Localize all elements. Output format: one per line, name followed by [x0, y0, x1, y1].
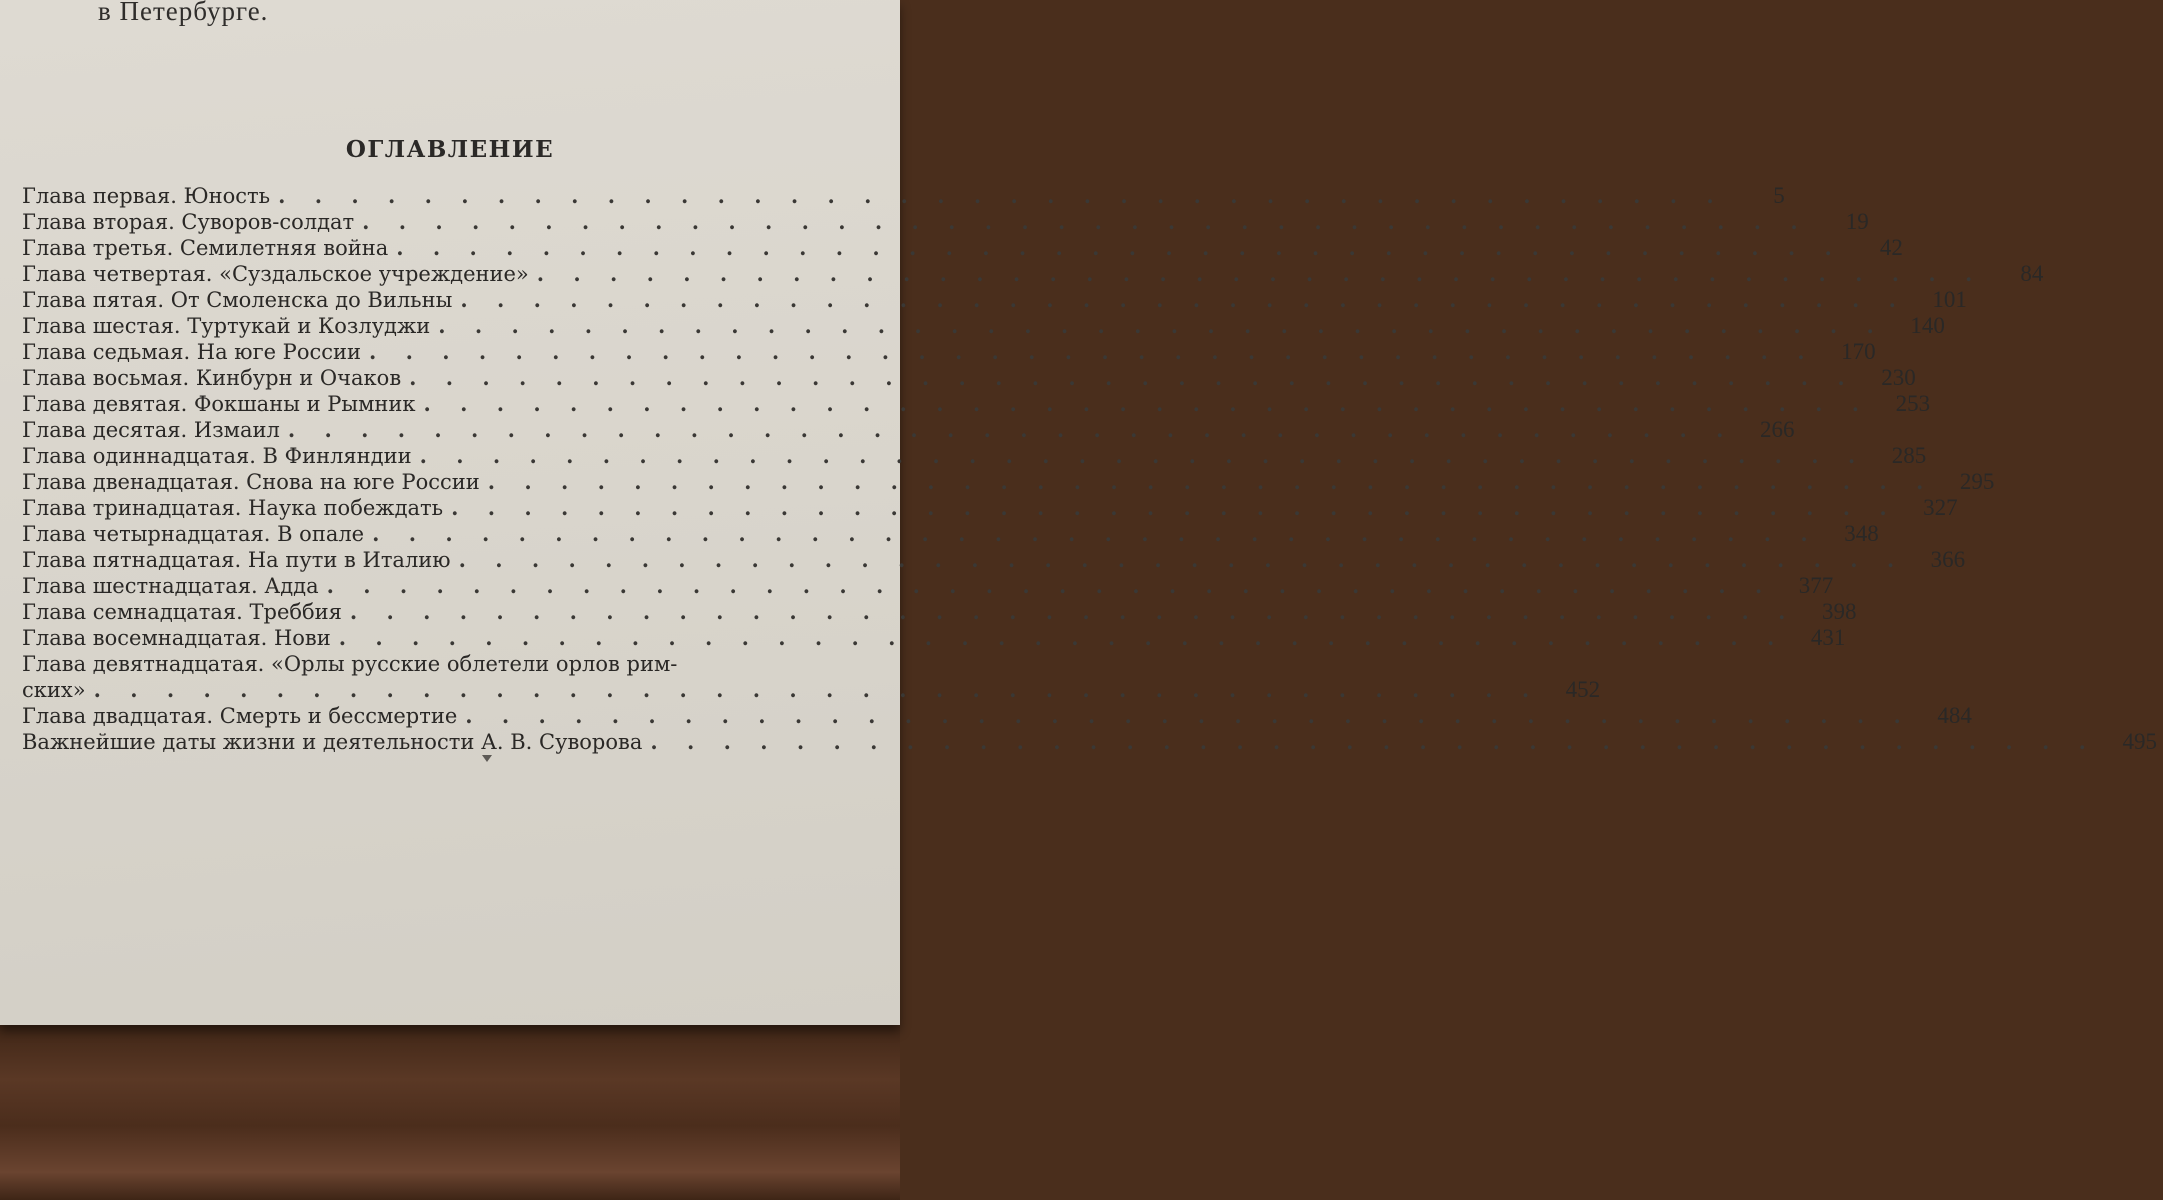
toc-entry-title: Глава седьмая. На юге России: [22, 340, 361, 364]
toc-entry-page-number: 253: [1895, 391, 1931, 416]
toc-entry: [22, 495, 1958, 521]
dot-leader: . . . . . . . . . . . . . . . . . . . . . . . . . . . . . . . . . . . . . . . .: [650, 729, 2097, 754]
dot-leader: . . . . . . . . . . . . . . . . . . . . . . . . . . . . . . . . . . . . . . . .: [368, 339, 1816, 364]
toc-entry-page-number: 19: [1845, 209, 1869, 234]
toc-entry: [22, 703, 1972, 729]
toc-entry-page-number: 295: [1959, 469, 1995, 494]
toc-entry-title: Глава первая. Юность: [22, 184, 271, 208]
toc-entry: [22, 339, 1876, 365]
toc-entry-title: Глава девятнадцатая. «Орлы русские облетели орлов рим-: [22, 652, 678, 676]
dot-leader: . . . . . . . . . . . . . . . . . . . . . . . . . . . . . . . . . . . . . . . .: [349, 599, 1797, 624]
toc-entry-page-number: 377: [1798, 573, 1834, 598]
toc-entry-title: Глава пятая. От Смоленска до Вильны: [22, 288, 453, 312]
toc-entry-title: Глава четырнадцатая. В опале: [22, 522, 365, 546]
dot-leader: . . . . . . . . . . . . . . . . . . . . . . . . . . . . . . . . . . . . . . . .: [536, 261, 1984, 286]
toc-entry: [22, 417, 1795, 443]
toc-entry-page-number: 5: [1773, 183, 1785, 208]
dot-leader: . . . . . . . . . . . . . . . . . . . . . . . . . . . . . . . . . . . . . . . .: [438, 313, 1885, 338]
dot-leader: . . . . . . . . . . . . . . . . . . . . . . . . . . . . . . . . . . . . . . . .: [396, 235, 1843, 260]
toc-entry-title: Глава шестнадцатая. Адда: [22, 574, 319, 598]
toc-entry-title: Глава восемнадцатая. Нови: [22, 626, 331, 650]
dot-leader: . . . . . . . . . . . . . . . . . . . . . . . . . . . . . . . . . . . . . . . .: [487, 469, 1935, 494]
toc-entry: [22, 547, 1966, 573]
dot-leader: . . . . . . . . . . . . . . . . . . . . . . . . . . . . . . . . . . . . . . . .: [419, 443, 1867, 468]
toc-entry-title: Глава вторая. Суворов-солдат: [22, 210, 355, 234]
toc-entry-page-number: 170: [1841, 339, 1876, 364]
toc-entry-title: Глава пятнадцатая. На пути в Италию: [22, 548, 451, 572]
dot-leader: . . . . . . . . . . . . . . . . . . . . . . . . . . . . . . . . . . . . . . . .: [93, 677, 1541, 702]
toc-entry: [22, 651, 890, 677]
toc-entry: [22, 443, 1927, 469]
toc-entry-page-number: 484: [1937, 703, 1972, 728]
dot-leader: . . . . . . . . . . . . . . . . . . . . . . . . . . . . . . . . . . . . . . . .: [278, 183, 1725, 208]
toc-entry: [22, 261, 2044, 287]
toc-entry: [22, 469, 1995, 495]
toc-entry: [22, 365, 1916, 391]
toc-entry: [22, 573, 1834, 599]
toc-entry: [22, 729, 2157, 755]
toc-entry-title: ских»: [22, 678, 86, 702]
toc-entry-page-number: 101: [1932, 287, 1967, 312]
toc-entry-title: Глава десятая. Измаил: [22, 418, 280, 442]
toc-entry-title: Глава семнадцатая. Треббия: [22, 600, 342, 624]
toc-entry-page-number: 230: [1881, 365, 1916, 390]
previous-section-fragment: в Петербурге.: [98, 0, 269, 26]
toc-entry: [22, 625, 1846, 651]
toc-entry-title: Глава девятая. Фокшаны и Рымник: [22, 392, 416, 416]
toc-entry-page-number: 366: [1930, 547, 1966, 572]
dot-leader: . . . . . . . . . . . . . . . . . . . . . . . . . . . . . . . . . . . . . . . .: [423, 391, 1871, 416]
toc-entry-page-number: 495: [2122, 729, 2157, 754]
toc-entry: [22, 183, 1785, 209]
toc-entry-page-number: 398: [1822, 599, 1857, 624]
toc-entry-page-number: 348: [1844, 521, 1879, 546]
toc-entry-title: Глава восьмая. Кинбурн и Очаков: [22, 366, 402, 390]
toc-entry-title: Важнейшие даты жизни и деятельности А. В. Суворова: [22, 730, 643, 754]
dot-leader: . . . . . . . . . . . . . . . . . . . . . . . . . . . . . . . . . . . . . . . .: [458, 547, 1906, 572]
toc-entry-page-number: 452: [1565, 677, 1601, 702]
toc-entry-title: Глава шестая. Туртукай и Козлуджи: [22, 314, 431, 338]
table-of-contents: [22, 183, 2157, 755]
toc-entry: [22, 287, 1967, 313]
toc-entry: [22, 599, 1857, 625]
toc-entry-page-number: 266: [1759, 417, 1795, 442]
toc-entry: [22, 521, 1879, 547]
toc-entry-title: Глава одиннадцатая. В Финляндии: [22, 444, 412, 468]
toc-entry-page-number: 431: [1810, 625, 1846, 650]
dot-leader: . . . . . . . . . . . . . . . . . . . . . . . . . . . . . . . . . . . . . . . .: [451, 495, 1898, 520]
toc-entry: [22, 313, 1945, 339]
dot-leader: . . . . . . . . . . . . . . . . . . . . . . . . . . . . . . . . . . . . . . . .: [372, 521, 1819, 546]
toc-entry: [22, 677, 1601, 703]
toc-entry-page-number: 42: [1879, 235, 1903, 260]
dot-leader: . . . . . . . . . . . . . . . . . . . . . . . . . . . . . . . . . . . . . . . .: [362, 209, 1809, 234]
wooden-table-surface: [0, 1015, 900, 1200]
dot-leader: . . . . . . . . . . . . . . . . . . . . . . . . . . . . . . . . . . . . . . . .: [409, 365, 1856, 390]
dot-leader: . . . . . . . . . . . . . . . . . . . . . . . . . . . . . . . . . . . . . . . .: [465, 703, 1912, 728]
printer-mark: [482, 755, 492, 762]
dot-leader: . . . . . . . . . . . . . . . . . . . . . . . . . . . . . . . . . . . . . . . .: [326, 573, 1774, 598]
dot-leader: . . . . . . . . . . . . . . . . . . . . . . . . . . . . . . . . . . . . . . . .: [287, 417, 1735, 442]
toc-entry: [22, 209, 1869, 235]
toc-title: ОГЛАВЛЕНИЕ: [345, 136, 555, 163]
toc-entry-title: Глава тринадцатая. Наука побеждать: [22, 496, 444, 520]
toc-entry-title: Глава двадцатая. Смерть и бессмертие: [22, 704, 458, 728]
dot-leader: . . . . . . . . . . . . . . . . . . . . . . . . . . . . . . . . . . . . . . . .: [338, 625, 1786, 650]
dot-leader: . . . . . . . . . . . . . . . . . . . . . . . . . . . . . . . . . . . . . . . .: [460, 287, 1907, 312]
toc-entry: [22, 235, 1903, 261]
toc-entry-title: Глава двенадцатая. Снова на юге России: [22, 470, 480, 494]
toc-entry-page-number: 84: [2020, 261, 2044, 286]
toc-entry-title: Глава третья. Семилетняя война: [22, 236, 389, 260]
toc-entry-page-number: 285: [1891, 443, 1927, 468]
toc-entry-page-number: 327: [1923, 495, 1958, 520]
toc-entry-page-number: 140: [1910, 313, 1945, 338]
toc-entry: [22, 391, 1931, 417]
toc-entry-title: Глава четвертая. «Суздальское учреждение»: [22, 262, 529, 286]
